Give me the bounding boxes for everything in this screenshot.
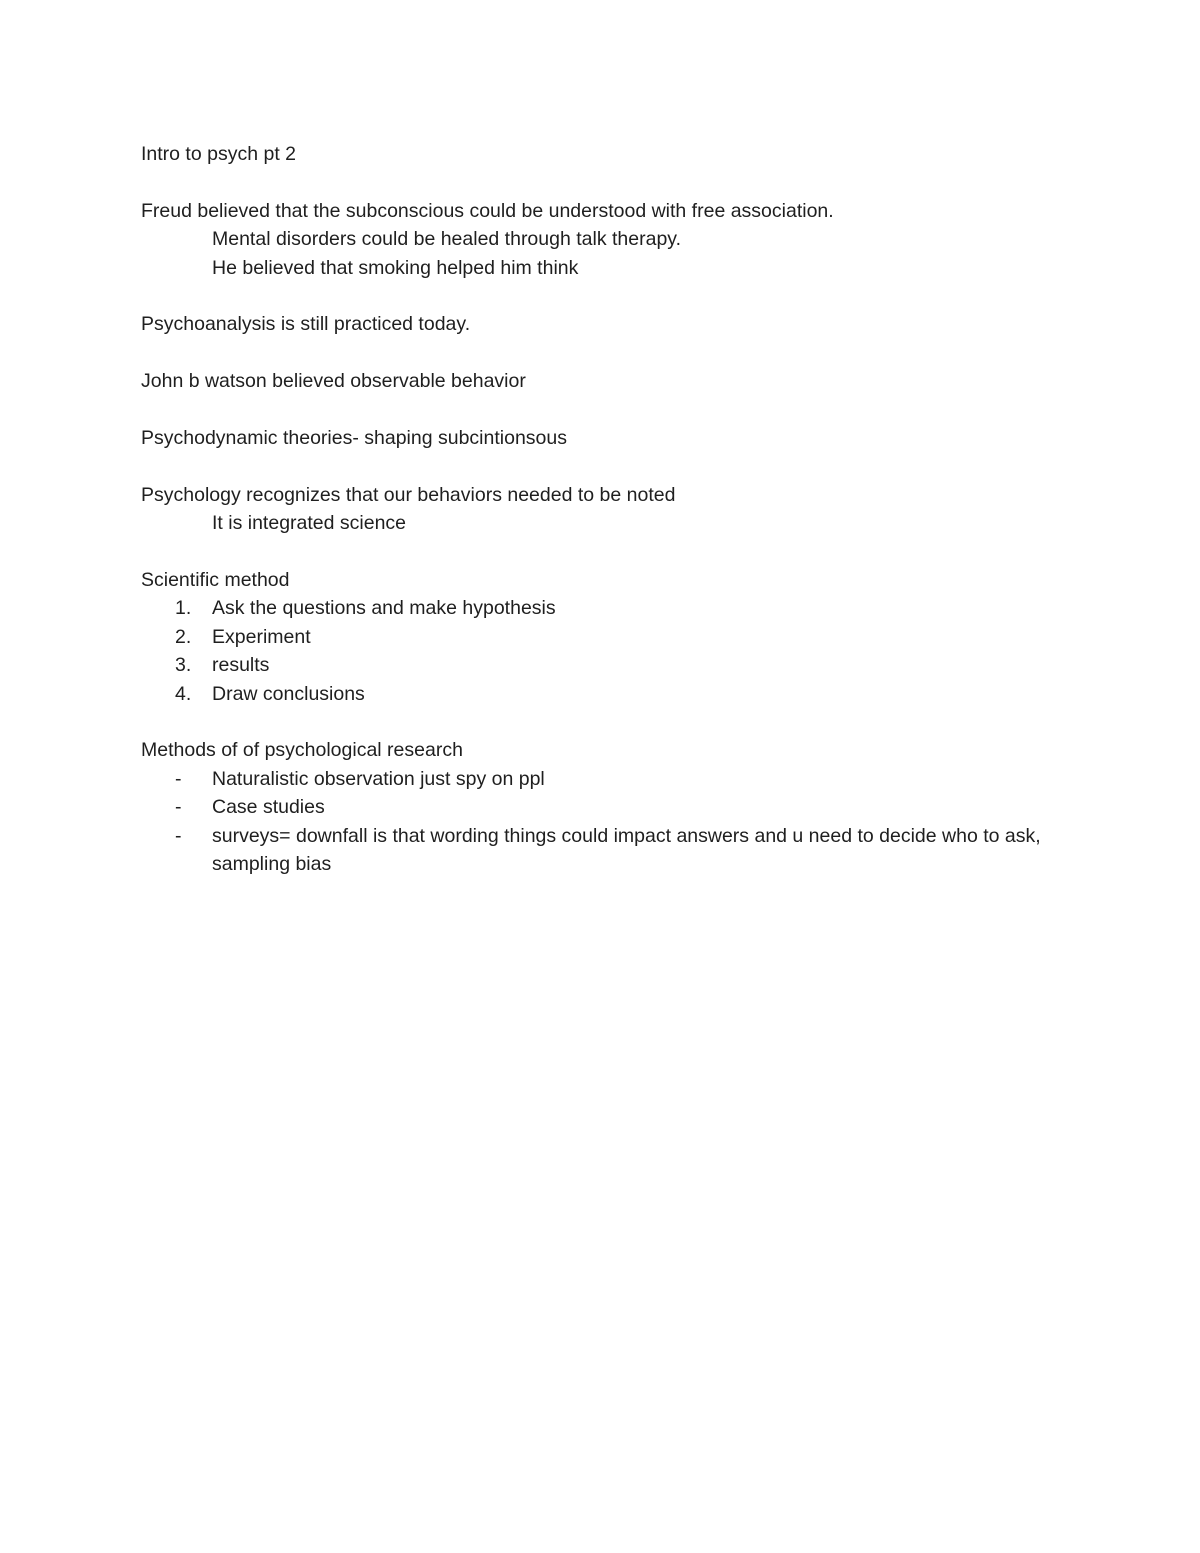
- list-item: [141, 793, 1071, 821]
- list-item: [141, 623, 1071, 651]
- list-item-text: results: [212, 654, 270, 677]
- list-item-text: Experiment: [212, 625, 311, 648]
- list-item-text: Ask the questions and make hypothesis: [212, 597, 556, 620]
- list-item: [141, 594, 1071, 622]
- list-number: 1.: [175, 597, 192, 620]
- list-dash: -: [175, 824, 182, 847]
- list-number: 2.: [175, 625, 192, 648]
- list-item-text: surveys= downfall is that wording things could impact answers and u need to decide who to ask, sampling bias: [212, 824, 1041, 876]
- list-dash: -: [175, 796, 182, 819]
- blank-line: [141, 538, 1071, 566]
- scientific-method-heading: Scientific method: [141, 569, 290, 591]
- list-number: 4.: [175, 682, 192, 705]
- freud-subpoint: Mental disorders could be healed through talk therapy.: [212, 228, 682, 251]
- document-body: [141, 140, 1071, 878]
- psychology-subpoint: It is integrated science: [212, 512, 407, 535]
- list-item: [141, 822, 1071, 879]
- blank-line: [141, 282, 1071, 310]
- psychoanalysis-paragraph: Psychoanalysis is still practiced today.: [141, 313, 471, 336]
- blank-line: [141, 452, 1071, 480]
- freud-subpoint: He believed that smoking helped him think: [212, 256, 579, 279]
- scientific-method-list: [141, 594, 1071, 708]
- list-item-text: Draw conclusions: [212, 682, 365, 705]
- list-item-text: Naturalistic observation just spy on ppl: [212, 767, 545, 790]
- blank-line: [141, 168, 1071, 196]
- list-item: [141, 765, 1071, 793]
- research-methods-heading: Methods of of psychological research: [141, 739, 463, 762]
- freud-paragraph: Freud believed that the subconscious could be understood with free association.: [141, 199, 834, 222]
- list-item: [141, 651, 1071, 679]
- psychodynamic-paragraph: Psychodynamic theories- shaping subcintionsous: [141, 427, 567, 449]
- blank-line: [141, 708, 1071, 736]
- list-item-text: Case studies: [212, 796, 325, 819]
- list-dash: -: [175, 767, 182, 790]
- document-title: Intro to psych pt 2: [141, 143, 297, 165]
- psychology-paragraph: Psychology recognizes that our behaviors needed to be noted: [141, 483, 676, 506]
- blank-line: [141, 396, 1071, 424]
- research-methods-list: [141, 765, 1071, 879]
- watson-paragraph: John b watson believed observable behavior: [141, 370, 526, 393]
- list-item: [141, 680, 1071, 708]
- blank-line: [141, 339, 1071, 367]
- list-number: 3.: [175, 654, 192, 677]
